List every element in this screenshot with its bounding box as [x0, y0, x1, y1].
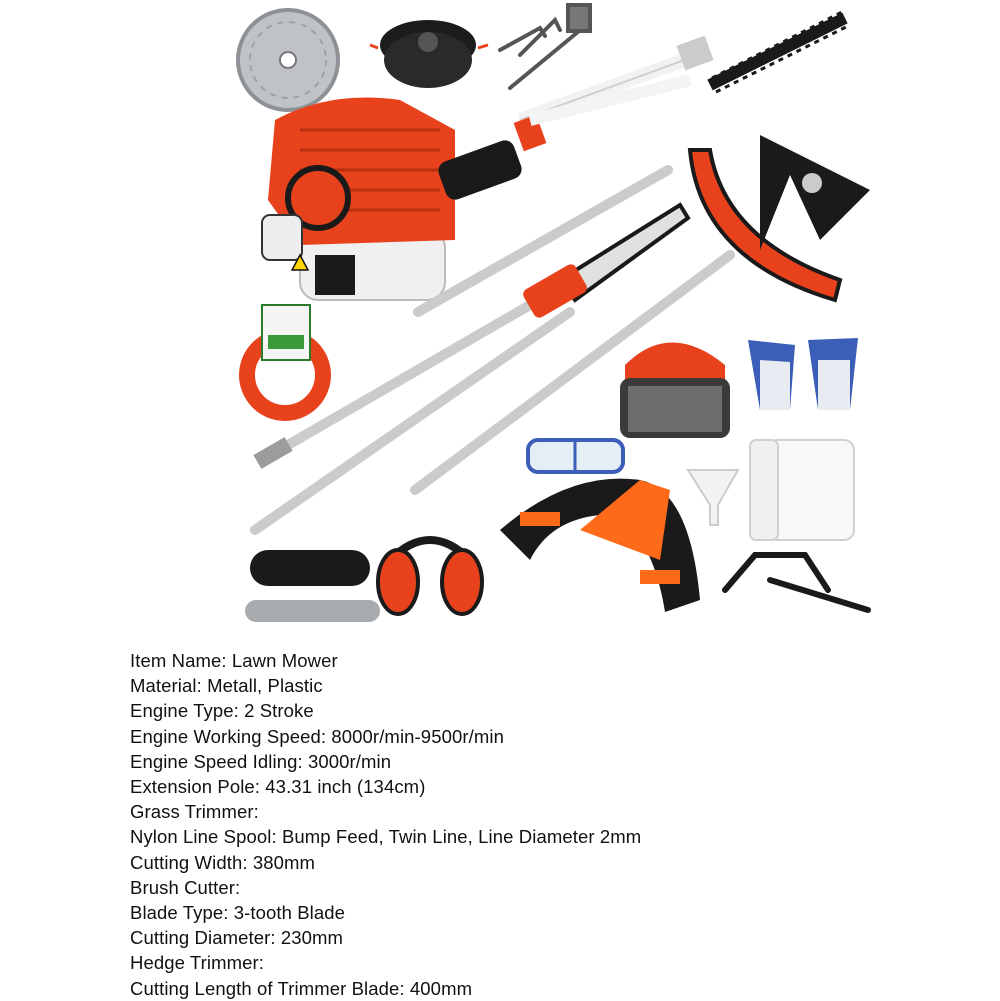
spec-cutting-width: Cutting Width: 380mm [130, 851, 316, 873]
ear-muffs-icon [378, 540, 482, 614]
spec-item-name: Item Name: Lawn Mower [130, 650, 338, 671]
spec-list [130, 648, 990, 1001]
safety-glasses-icon [528, 440, 623, 472]
spec-blade-type: Blade Type: 3-tooth Blade [130, 902, 346, 924]
handle-bar-icon [725, 555, 868, 610]
spec-extension-pole: Extension Pole: 43.31 inch (134cm) [130, 776, 426, 798]
spec-cutting-diameter: Cutting Diameter: 230mm [130, 927, 344, 949]
trimmer-head-icon [370, 20, 488, 88]
spec-engine-type: Engine Type: 2 Stroke [130, 700, 314, 722]
spec-material: Material: Metall, Plastic [130, 675, 323, 697]
spec-grass-trimmer-heading: Grass Trimmer: [130, 801, 259, 823]
spec-brush-cutter-heading: Brush Cutter: [130, 876, 241, 898]
safety-helmet-icon [620, 343, 730, 439]
spec-hedge-trimmer-heading: Hedge Trimmer: [130, 952, 265, 974]
engine-icon [262, 98, 546, 301]
harness-icon [500, 479, 700, 612]
chain-bar-icon [245, 550, 380, 622]
tool-kit-icon [500, 5, 590, 88]
fuel-bottle-icon [688, 440, 854, 540]
gloves-icon [748, 338, 858, 410]
brush-cutter-icon [690, 135, 870, 300]
saw-blade-icon [238, 10, 338, 110]
nylon-line-icon [247, 305, 323, 413]
spec-engine-working-speed: Engine Working Speed: 8000r/min-9500r/min [130, 725, 504, 747]
spec-engine-speed-idling: Engine Speed Idling: 3000r/min [130, 750, 392, 772]
spec-nylon-line-spool: Nylon Line Spool: Bump Feed, Twin Line, Line Diameter 2mm [130, 826, 642, 848]
spec-trimmer-blade-length: Cutting Length of Trimmer Blade: 400mm [130, 977, 473, 999]
